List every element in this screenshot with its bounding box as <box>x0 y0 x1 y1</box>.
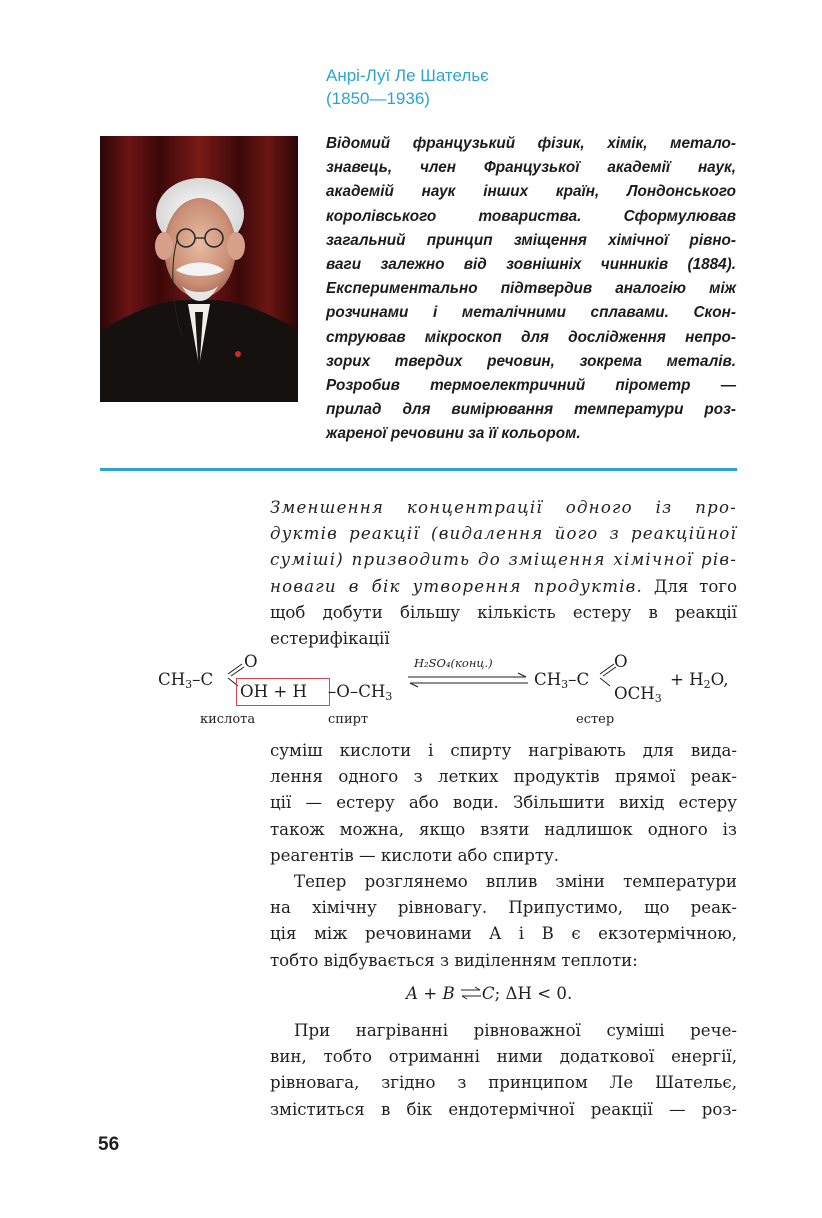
ester-oxygen: O <box>614 652 628 671</box>
paragraph-1 <box>270 495 737 652</box>
bio-line: королівського товариства. Сформулював <box>326 207 736 225</box>
formula-text: –O–CH <box>328 682 386 701</box>
text-line: щоб добути більшу кількість естеру в реакції <box>270 602 737 622</box>
esterification-equation <box>158 648 758 738</box>
formula-sub: 3 <box>385 690 393 703</box>
text-line: дуктів реакції (видалення його з реакційної <box>270 524 737 544</box>
text-line: ція між речовинами A і B є екзотермічною, <box>270 924 737 944</box>
formula-sub: 3 <box>185 678 193 691</box>
formula-text: CH <box>534 670 562 689</box>
text-line: суміші) призводить до зміщення хімічної рів- <box>270 550 737 570</box>
text-line: зміститься в бік ендотермічної реакції — роз- <box>270 1099 737 1119</box>
text-line: на хімічну рівновагу. Припустимо, що реак- <box>270 898 737 918</box>
formula-text: –C <box>192 670 214 689</box>
text-line: ції — естеру або води. Збільшити вихід естеру <box>270 793 737 813</box>
formula-sub: 3 <box>561 678 569 691</box>
enthalpy: ; ΔH < 0. <box>494 984 573 1003</box>
bio-line: Відомий французький фізик, хімік, метало- <box>326 135 736 152</box>
exothermic-reaction <box>406 984 572 1003</box>
equilibrium-arrow-small <box>460 986 482 1000</box>
ester-formula <box>534 670 589 691</box>
formula-text: –C <box>568 670 590 689</box>
formula-sub: 2 <box>703 678 711 691</box>
formula-sub: 3 <box>654 692 662 705</box>
text-line <box>270 574 737 600</box>
bio-line: знавець, член Французької академії наук, <box>326 159 736 177</box>
formula-text: CH <box>158 670 186 689</box>
text-line: тобто відбувається з виділенням теплоти: <box>270 950 638 970</box>
label-acid: кислота <box>200 712 256 727</box>
alcohol-formula <box>328 682 392 703</box>
reactant-a: A <box>406 984 418 1003</box>
text-line: естерифікації <box>270 629 390 649</box>
formula-text: + H <box>670 670 704 689</box>
product-c: C <box>481 984 495 1003</box>
bio-line: академій наук інших країн, Лондонського <box>326 183 736 201</box>
text-line: також можна, якщо взяти надлишок одного із <box>270 819 737 839</box>
paragraph-3 <box>270 869 737 974</box>
page-number: 56 <box>98 1134 120 1155</box>
bio-line: розчинами і металічними сплавами. Скон- <box>326 304 736 322</box>
bio-description <box>326 132 736 447</box>
paragraph-4 <box>270 1018 737 1123</box>
bio-line: зорих твердих речовин, зокрема металів. <box>326 352 736 370</box>
oh-plus-h: OH + H <box>240 682 307 701</box>
bio-line: загальний принцип зміщення хімічної рівно- <box>326 231 736 249</box>
acid-formula <box>158 670 213 691</box>
och-group <box>614 684 662 705</box>
bio-years: (1850—1936) <box>326 89 430 108</box>
label-alcohol: спирт <box>328 712 369 727</box>
text-line: вин, тобто отриманні ними додаткової енергії, <box>270 1047 737 1067</box>
text-line: При нагріванні рівноважної суміші рече- <box>294 1021 737 1040</box>
bio-name: Анрі-Луї Ле Шательє <box>326 66 489 85</box>
formula-text: O, <box>710 670 729 689</box>
paragraph-2 <box>270 738 737 869</box>
section-divider <box>100 468 737 471</box>
bio-header <box>326 64 489 110</box>
text-line: лення одного з летких продуктів прямої реак- <box>270 767 737 787</box>
water-formula <box>670 670 729 691</box>
formula-text: OCH <box>614 684 655 703</box>
bio-line: прилад для вимірювання температури роз- <box>326 401 736 419</box>
portrait-illustration <box>100 136 298 402</box>
label-ester: естер <box>576 712 615 727</box>
portrait-image <box>100 136 298 402</box>
plus-sign: + <box>417 984 443 1003</box>
text-line: реагентів — кислоти або спирту. <box>270 845 560 865</box>
bio-line: струював мікроскоп для дослідження непро- <box>326 328 736 346</box>
text-line: Тепер розглянемо вплив зміни температури <box>294 872 737 891</box>
text-line: Зменшення концентрації одного із про- <box>270 498 737 517</box>
bio-line: ваги залежно від зовнішніх чинників (1884). <box>326 256 736 274</box>
text-line: рівновага, згідно з принципом Ле Шательє, <box>270 1073 737 1093</box>
equilibrium-arrow <box>406 672 530 688</box>
text-line: суміш кислоти і спирту нагрівають для вида- <box>270 741 737 760</box>
acid-oxygen: O <box>244 652 258 671</box>
catalyst-label: H₂SO₄(конц.) <box>414 656 493 670</box>
bio-line: Експериментально підтвердив аналогію між <box>326 280 736 298</box>
text-fragment: Для того <box>643 576 738 596</box>
text-fragment: новаги в бік утворення продуктів. <box>270 576 644 596</box>
reactant-b: B <box>442 984 455 1003</box>
bio-line: жареної речовини за її кольором. <box>326 425 581 443</box>
bio-line: Розробив термоелектричний пірометр — <box>326 377 736 395</box>
